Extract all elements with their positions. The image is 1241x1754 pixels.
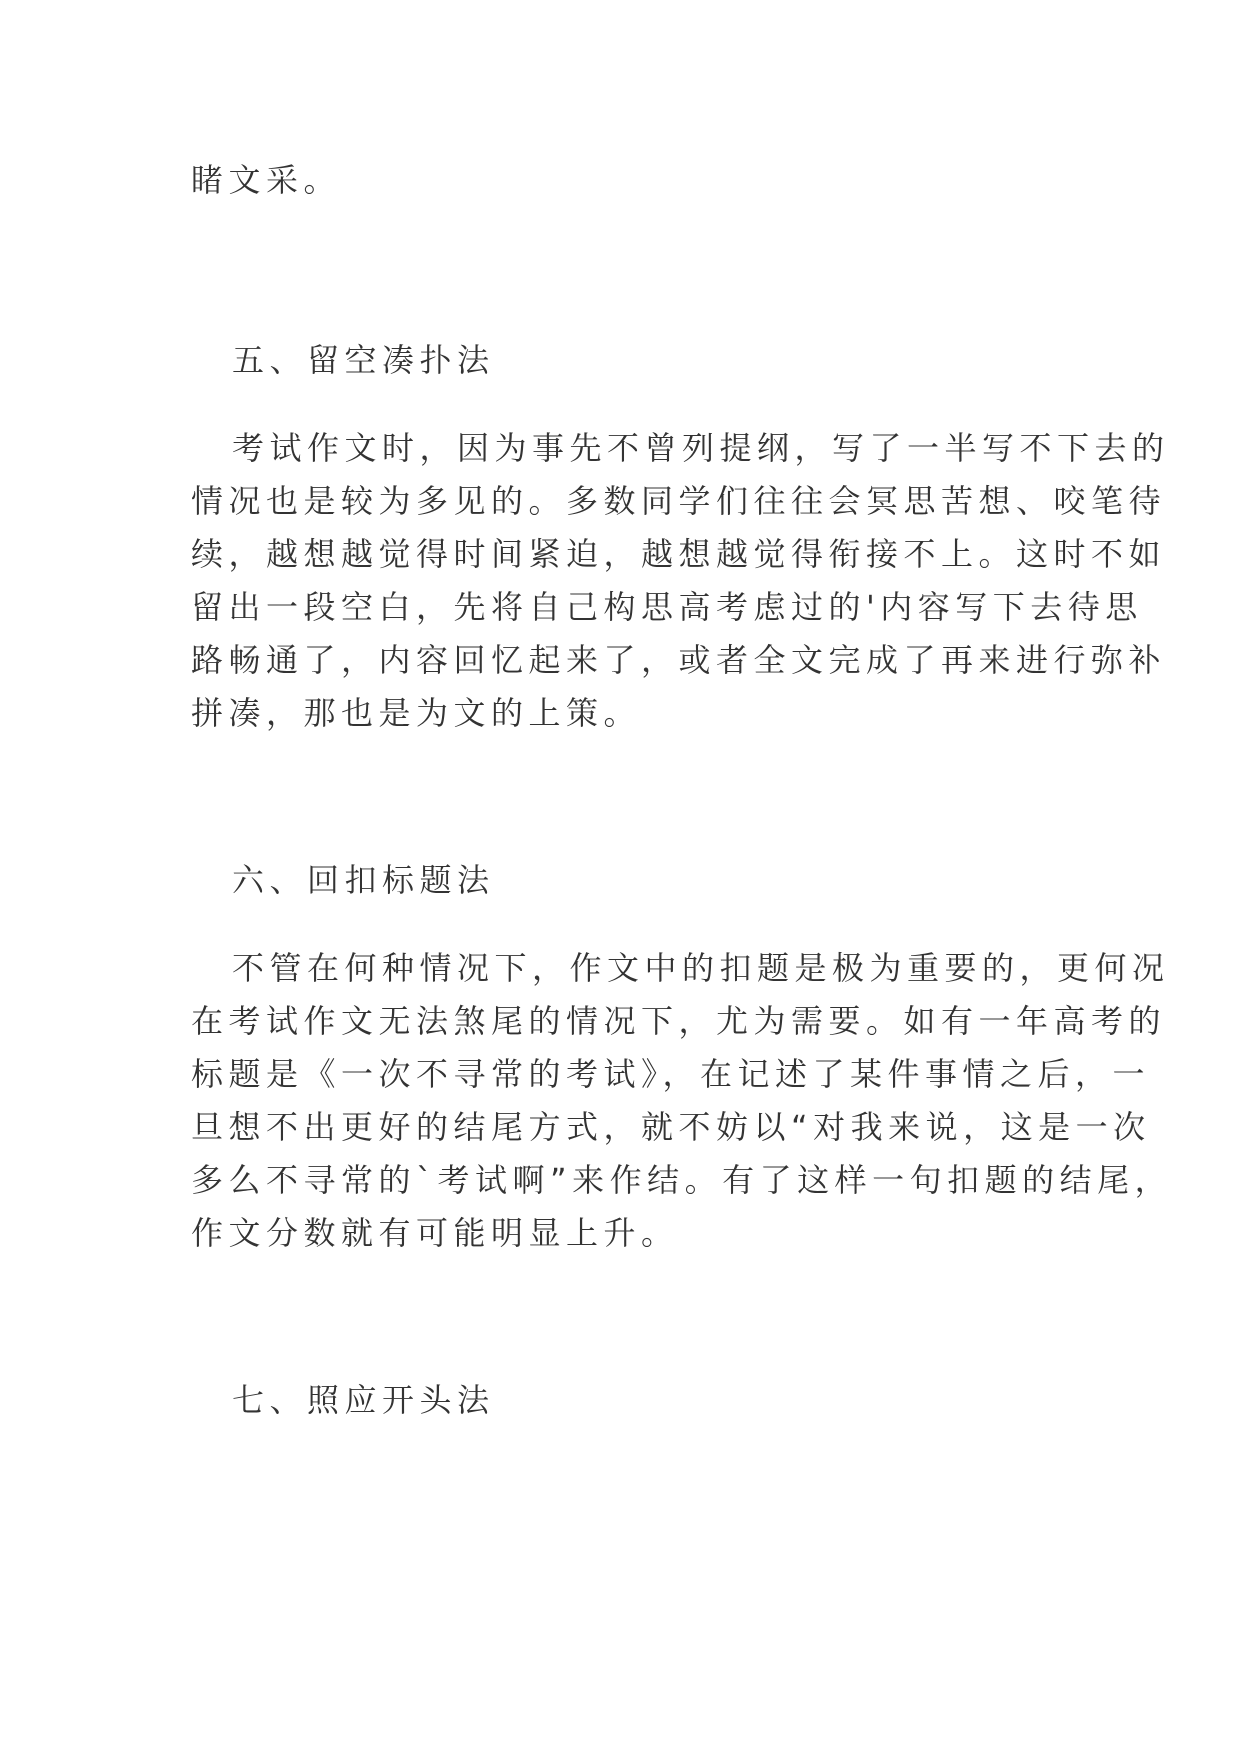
- section-5-line-4: 留出一段空白，先将自己构思高考虑过的'内容写下去待思: [191, 588, 1143, 626]
- section-6-line-6: 作文分数就有可能明显上升。: [191, 1214, 679, 1252]
- section-5-line-3: 续，越想越觉得时间紧迫，越想越觉得衔接不上。这时不如: [191, 535, 1167, 573]
- section-6-line-2: 在考试作文无法煞尾的情况下，尤为需要。如有一年高考的: [191, 1002, 1167, 1040]
- section-heading-6: 六、回扣标题法: [232, 861, 495, 899]
- section-6-line-4: 旦想不出更好的结尾方式，就不妨以“对我来说，这是一次: [191, 1108, 1151, 1146]
- section-5-line-5: 路畅通了，内容回忆起来了，或者全文完成了再来进行弥补: [191, 641, 1167, 679]
- section-6-line-1: 不管在何种情况下，作文中的扣题是极为重要的，更何况: [232, 949, 1170, 987]
- paragraph-tail-line: 睹文采。: [191, 161, 342, 199]
- section-6-line-3: 标题是《一次不寻常的考试》，在记述了某件事情之后，一: [191, 1055, 1151, 1093]
- section-5-line-6: 拼凑，那也是为文的上策。: [191, 694, 642, 732]
- section-5-line-1: 考试作文时，因为事先不曾列提纲，写了一半写不下去的: [232, 429, 1170, 467]
- section-heading-7: 七、照应开头法: [232, 1381, 495, 1419]
- section-heading-5: 五、留空凑扑法: [232, 341, 495, 379]
- section-6-line-5: 多么不寻常的`考试啊”来作结。有了这样一句扣题的结尾，: [191, 1161, 1173, 1199]
- section-5-line-2: 情况也是较为多见的。多数同学们往往会冥思苦想、咬笔待: [191, 482, 1167, 520]
